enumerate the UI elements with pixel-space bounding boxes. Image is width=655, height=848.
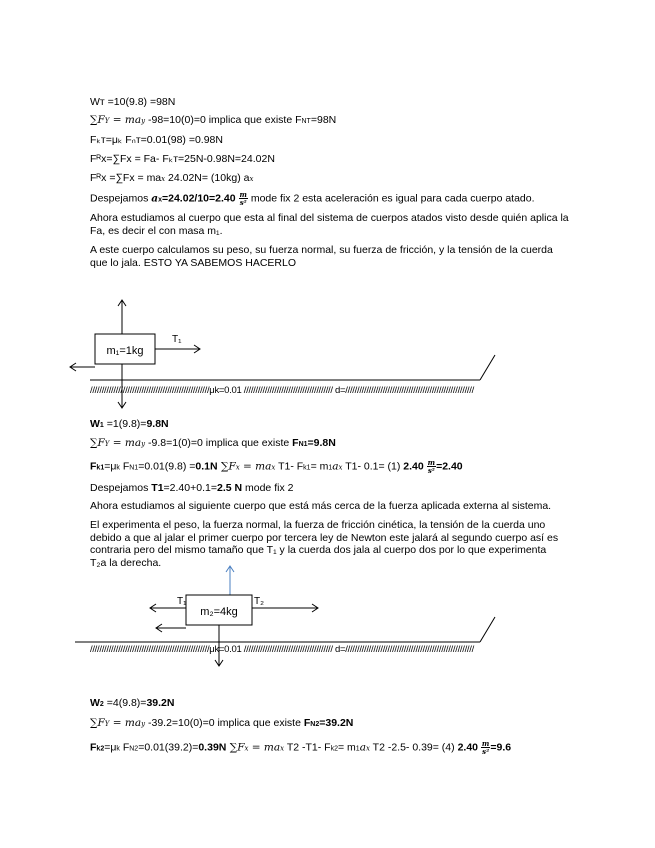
tension-label-t2: T₂ (254, 596, 264, 607)
despejamos-label: Despejamos (90, 192, 152, 205)
t2-calc: T2 -2.5- 0.39= (4) (369, 741, 458, 754)
sub-x3: x (158, 196, 162, 204)
mu-sub: k (116, 464, 120, 472)
k1-sub: k1 (303, 464, 311, 472)
fnt-value: =98N (310, 114, 337, 126)
newton-rhs: 24.02N= (10kg) a (165, 172, 250, 184)
unit-den: s² (427, 466, 435, 475)
fn-sub2: N1 (129, 464, 139, 472)
w-calc: =4(9.8)= (103, 697, 147, 709)
m-eq: = m (338, 741, 356, 754)
weight-2-line (90, 697, 174, 711)
t1-eq: T1- F (275, 460, 304, 473)
sub-x2: x (280, 744, 285, 753)
ma: = ma (109, 437, 142, 449)
mu: =μ (104, 460, 117, 473)
newton-lhs: Fᴿx =∑Fx = ma (90, 172, 162, 184)
sub-y: Y (104, 117, 110, 125)
ramp-line-2 (480, 617, 495, 642)
tension-label-1: T₁ (172, 334, 182, 345)
sub-x: x (161, 175, 166, 183)
ground-hatch-2: ///////////////////////////////////////////////////μk=0.01 ////////////////////////////////////// d=/////////////////////////////////////////////////////// (90, 644, 474, 655)
w-calc: =1(9.8)= (103, 418, 147, 430)
friction-1-line (90, 459, 463, 474)
a-sym: a (332, 460, 339, 473)
t1-calc: T1- 0.1= (1) (342, 460, 404, 473)
accel-bold: 2.40 (403, 460, 424, 473)
sub-y2: y (141, 720, 146, 728)
sub-y: Y (104, 720, 110, 728)
a-sub: x (338, 463, 343, 472)
accel-symbol: a (151, 192, 159, 205)
fk-symbol: F (90, 460, 97, 473)
mass-label-1: m₁=1kg (106, 345, 144, 357)
sub-x: x (235, 463, 240, 472)
fn-symbol: F (303, 717, 311, 729)
unit-den: s² (239, 198, 247, 207)
w-sub: 2 (99, 701, 104, 708)
friction-total-line (90, 134, 223, 147)
weight-total-text: Wᴛ =10(9.8) =98N (90, 96, 176, 108)
ma: = ma (109, 114, 142, 126)
ground-hatch-1: ///////////////////////////////////////////////////μk=0.01 ////////////////////////////////////// d=/////////////////////////////////////////////////////// (90, 385, 474, 396)
t2-eq: T2 -T1- F (284, 741, 331, 754)
sum-fy-text: -98=10(0)=0 implica que existe F (145, 114, 302, 126)
ma: = ma (109, 717, 142, 729)
fk-result: 0.1N (195, 460, 218, 473)
mode-fix: mode fix 2 (242, 482, 294, 494)
sub-x: x (244, 744, 249, 753)
m-sub: 1 (355, 745, 360, 753)
newton-second-line (90, 172, 253, 186)
sum-fy-1-line (90, 437, 336, 451)
sub-y: Y (104, 440, 110, 448)
unit-num: m (239, 190, 247, 199)
sub-x2: x (271, 463, 276, 472)
fn-value: =39.2N (319, 717, 354, 729)
k2-sub: k2 (330, 745, 338, 753)
w-sub: 1 (99, 422, 104, 429)
accel-bold: 2.40 (457, 741, 478, 754)
w-result: 9.8N (146, 418, 169, 430)
m-sub: 1 (328, 464, 333, 472)
despejamos-label: Despejamos (90, 482, 152, 494)
friction-2-line (90, 740, 511, 755)
acceleration-line (90, 191, 535, 206)
ramp-line-1 (480, 355, 495, 380)
unit-fraction (481, 740, 490, 755)
fk-calc: =0.01(9.8) = (138, 460, 196, 473)
t1-solve-line (90, 482, 293, 495)
fk-symbol: F (90, 741, 97, 754)
a-sub: x (365, 744, 370, 753)
fn-sub: N2 (310, 721, 320, 728)
friction-total-text: Fₖᴛ=μₖ Fₙᴛ=0.01(98) =0.98N (90, 134, 223, 146)
fk-calc: =0.01(39.2)= (138, 741, 199, 754)
t1-value: 2.5 N (216, 482, 243, 494)
fn-value: =9.8N (307, 437, 336, 449)
accel-note: mode fix 2 esta aceleración es igual para cada cuerpo atado. (247, 192, 535, 205)
paragraph-4: El experimenta el peso, la fuerza normal, la fuerza de fricción cinética, la tensión de la cuerda uno debido a que al jalar el primer cuerpo por tercera ley de Newton este jalará al segundo cuerpo así es contraria pero del mismo tamaño que T₁ y la cuerda dos jala al cuerpo dos por lo que experimenta T₂a la derecha. (90, 519, 559, 569)
sum-fx: ∑F (217, 460, 236, 473)
fn-sub2: N2 (129, 745, 139, 753)
sum-f: ∑F (90, 437, 105, 449)
paragraph-2: A este cuerpo calculamos su peso, su fuerza normal, su fuerza de fricción, y la tensión de la cuerda que lo jala. ESTO YA SABEMOS HACERLO (90, 244, 553, 269)
sum-fy-text: -9.8=1(0)=0 implica que existe (145, 437, 293, 449)
fn-sub: N1 (298, 441, 308, 448)
mu: =μ (104, 741, 117, 754)
fk-sub: k2 (96, 745, 105, 753)
accel-value: =24.02/10=2.40 (162, 192, 236, 205)
fn: F (119, 460, 130, 473)
sum-f: ∑F (90, 717, 105, 729)
sum-fx: ∑F (226, 741, 245, 754)
fk-result: 0.39N (198, 741, 227, 754)
mass-label-2: m₂=4kg (200, 606, 238, 618)
unit-den: s² (482, 747, 490, 756)
weight-1-line (90, 418, 169, 432)
weight-total-line (90, 96, 175, 109)
net-force-text: Fᴿx=∑Fx = Fa- Fₖᴛ=25N-0.98N=24.02N (90, 153, 275, 165)
w-symbol: W (90, 697, 100, 709)
fn: F (119, 741, 130, 754)
fk-sub: k1 (96, 464, 105, 472)
sub-x2: x (249, 175, 254, 183)
paragraph-1: Ahora estudiamos al cuerpo que esta al final del sistema de cuerpos atados visto desde quién aplica la Fa, es decir el con masa m₁. (90, 212, 569, 237)
t1-symbol: T1 (151, 482, 164, 494)
w-symbol: W (90, 418, 100, 430)
sum-fy-line (90, 114, 336, 128)
ma-x: = ma (248, 741, 281, 754)
ma-x: = ma (239, 460, 272, 473)
sum-fy-2-line (90, 717, 353, 731)
tension-label-t1: T₁ (177, 596, 187, 607)
paragraph-3: Ahora estudiamos al siguiente cuerpo que está más cerca de la fuerza aplicada externa al sistema. (90, 500, 552, 512)
t1-result: =2.40 (436, 460, 463, 473)
sub-y2: y (141, 440, 146, 448)
t1-calc2: =2.40+0.1= (163, 482, 217, 494)
sub-nt: NT (301, 118, 311, 125)
unit-num: m (481, 739, 490, 748)
fn-symbol: F (292, 437, 299, 449)
t2-result: =9.6 (490, 741, 512, 754)
unit-num: m (427, 458, 436, 467)
m-eq: = m (310, 460, 329, 473)
sum-fy-text: -39.2=10(0)=0 implica que existe (145, 717, 304, 729)
w-result: 39.2N (146, 697, 175, 709)
sub-y2: y (141, 117, 146, 125)
mu-sub: k (116, 745, 120, 753)
unit-fraction (239, 191, 248, 206)
a-sym: a (359, 741, 366, 754)
unit-fraction (427, 459, 436, 474)
diagram-block-1 (60, 290, 520, 415)
net-force-line (90, 153, 275, 166)
sum-f: ∑F (90, 114, 105, 126)
